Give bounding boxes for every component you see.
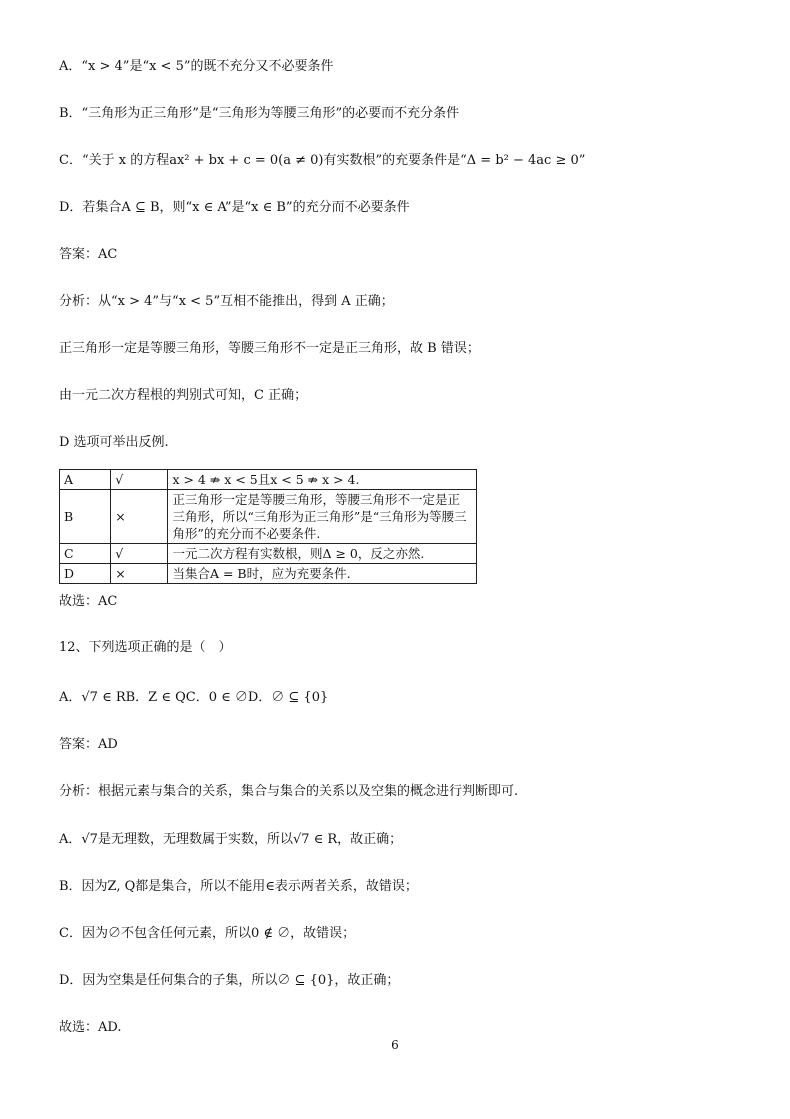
table-cell-text: x > 4 ⇏ x < 5且x < 5 ⇏ x > 4. xyxy=(168,470,477,490)
table-row xyxy=(60,470,477,490)
table-row xyxy=(60,544,477,564)
table-cell-text: 当集合A = B时，应为充要条件. xyxy=(168,564,477,584)
conclusion-line: 故选：AD. xyxy=(59,1020,122,1035)
table-cell-text: 一元二次方程有实数根，则Δ ≥ 0，反之亦然. xyxy=(168,544,477,564)
analysis-line-3: 由一元二次方程根的判别式可知，C 正确； xyxy=(59,388,308,403)
table-cell-option: B xyxy=(60,490,111,544)
answer-line: 答案：AC xyxy=(59,247,118,262)
line-option-c: C．“关于 x 的方程ax² + bx + c = 0(a ≠ 0)有实数根”的充要条件是“Δ = b² − 4ac ≥ 0” xyxy=(59,153,586,168)
table-cell-option: C xyxy=(60,544,111,564)
table-cell-mark: √ xyxy=(111,544,168,564)
analysis-line-2: 正三角形一定是等腰三角形，等腰三角形不一定是正三角形，故 B 错误； xyxy=(59,341,480,356)
line-option-b: B．“三角形为正三角形”是“三角形为等腰三角形”的必要而不充分条件 xyxy=(59,106,460,121)
analysis-line: 分析：根据元素与集合的关系，集合与集合的关系以及空集的概念进行判断即可. xyxy=(59,784,519,799)
line-option-a: A．“x > 4”是“x < 5”的既不充分又不必要条件 xyxy=(59,59,334,74)
line-option-d: D．若集合A ⊆ B，则“x ∈ A”是“x ∈ B”的充分而不必要条件 xyxy=(59,200,410,215)
page-number: 6 xyxy=(391,1038,399,1052)
table-cell-text: 正三角形一定是等腰三角形，等腰三角形不一定是正三角形，所以“三角形为正三角形”是“三角形为等腰三角形”的充分而不必要条件. xyxy=(168,490,477,544)
explanation-d: D．因为空集是任何集合的子集，所以∅ ⊆ {0}，故正确； xyxy=(59,973,400,988)
table-cell-mark: × xyxy=(111,490,168,544)
question-12-options: A．√7 ∈ RB．Z ∈ QC．0 ∈ ∅D．∅ ⊆ {0} xyxy=(59,690,329,705)
explanation-b: B．因为Z, Q都是集合，所以不能用∈表示两者关系，故错误； xyxy=(59,879,418,894)
analysis-line-1: 分析：从“x > 4”与“x < 5”互相不能推出，得到 A 正确； xyxy=(59,294,394,309)
analysis-line-4: D 选项可举出反例. xyxy=(59,435,169,450)
explanation-a: A．√7是无理数，无理数属于实数，所以√7 ∈ R，故正确； xyxy=(59,832,403,847)
table-row xyxy=(60,564,477,584)
conclusion-line: 故选：AC xyxy=(59,594,118,609)
comparison-table xyxy=(59,469,477,584)
table-row xyxy=(60,490,477,544)
table-cell-mark: √ xyxy=(111,470,168,490)
explanation-c: C．因为∅不包含任何元素，所以0 ∉ ∅，故错误； xyxy=(59,926,356,941)
question-12-title: 12、下列选项正确的是（ ） xyxy=(59,640,232,655)
table-cell-option: A xyxy=(60,470,111,490)
table-cell-mark: × xyxy=(111,564,168,584)
table-cell-option: D xyxy=(60,564,111,584)
answer-line: 答案：AD xyxy=(59,737,118,752)
